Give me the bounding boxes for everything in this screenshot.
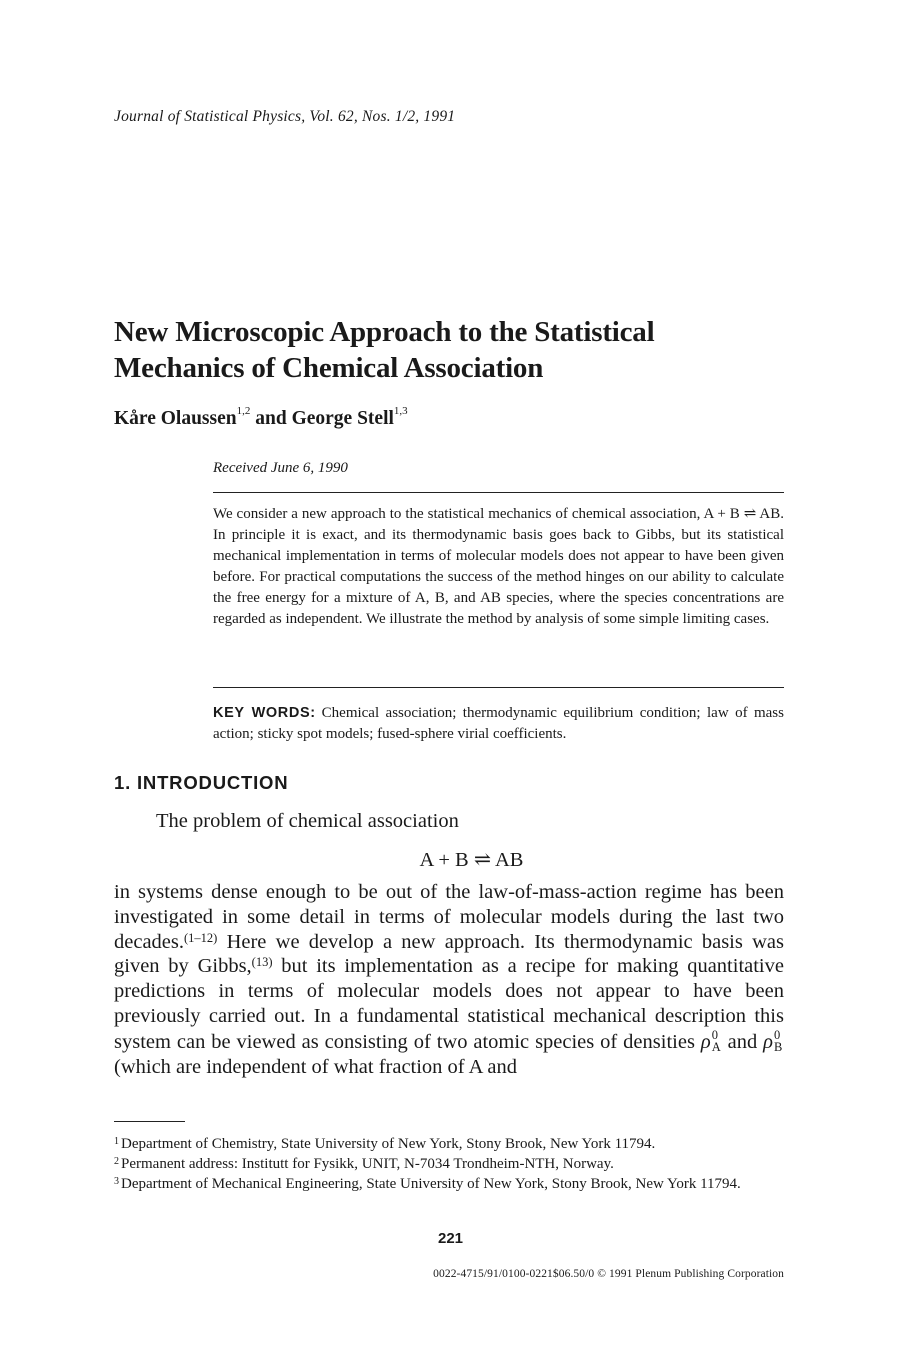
keywords xyxy=(213,703,784,745)
footnotes xyxy=(114,1134,784,1194)
footnote-text: Permanent address: Institutt for Fysikk, UNIT, N-7034 Trondheim-NTH, Norway. xyxy=(121,1156,614,1172)
footnote-mark: 1 xyxy=(114,1136,119,1147)
keywords-text: Chemical association; thermodynamic equilibrium condition; law of mass action; sticky spot models; fused-sphere virial coefficients. xyxy=(213,705,784,742)
title-line-2: Mechanics of Chemical Association xyxy=(114,352,544,384)
intro-first-line: The problem of chemical association xyxy=(156,810,459,832)
body-text: (which are independent of what fraction of A and xyxy=(114,1055,518,1078)
subscript-b: B xyxy=(774,1039,783,1054)
body-text: in systems dense enough to be out of the law-of-mass-action regime has been investigated in some detail in terms of molecular models during the last two decades. xyxy=(114,881,784,953)
density-indices-a xyxy=(712,1029,722,1053)
author-affiliation-mark: 1,2 xyxy=(236,405,251,417)
author-affiliation-mark: 1,3 xyxy=(393,405,408,417)
citation-ref: (1–12) xyxy=(184,930,218,945)
density-indices-b xyxy=(774,1029,784,1053)
abstract-text: We consider a new approach to the statistical mechanics of chemical association, A + B ⇌ AB. In principle it is exact, and its thermodynamic basis goes back to Gibbs, but its statistical mechanical implementation in terms of molecular models does not appear to have been given before. For practical computations the success of the method hinges on our ability to calculate the free energy for a mixture of A, B, and AB species, where the species concentrations are regarded as independent. We illustrate the method by analysis of some simple limiting cases. xyxy=(213,506,784,627)
author-name: George Stell xyxy=(291,408,394,429)
author-joiner: and xyxy=(255,408,287,429)
journal-citation: Journal of Statistical Physics, Vol. 62, Nos. 1/2, 1991 xyxy=(114,108,456,125)
footnote-mark: 3 xyxy=(114,1176,119,1187)
title-line-1: New Microscopic Approach to the Statistical xyxy=(114,316,655,348)
author-name: Kåre Olaussen xyxy=(114,408,237,429)
superscript-zero: 0 xyxy=(774,1027,781,1042)
body-paragraph xyxy=(114,880,784,1079)
footnote-mark: 2 xyxy=(114,1156,119,1167)
received-date: Received June 6, 1990 xyxy=(213,460,348,476)
body-text: and xyxy=(721,1030,764,1053)
footnote-text: Department of Chemistry, State University of New York, Stony Brook, New York 11794. xyxy=(121,1136,656,1152)
paper-title xyxy=(114,314,794,386)
section-number: 1. xyxy=(114,772,132,793)
section-title: INTRODUCTION xyxy=(136,772,289,793)
copyright-line: 0022-4715/91/0100-0221$06.50/0 © 1991 Plenum Publishing Corporation xyxy=(433,1268,784,1280)
citation-ref: (13) xyxy=(251,955,273,970)
footnote xyxy=(114,1174,784,1194)
keywords-label: KEY WORDS: xyxy=(213,705,316,721)
display-equation xyxy=(0,847,901,872)
section-heading xyxy=(114,772,288,794)
footnote-text: Department of Mechanical Engineering, State University of New York, Stony Brook, New York 11794. xyxy=(121,1176,741,1192)
body-text: Here we develop a new approach. Its thermodynamic basis was given by Gibbs, xyxy=(114,930,784,978)
rho-symbol: ρ xyxy=(763,1030,773,1053)
page-number: 221 xyxy=(437,1230,464,1247)
author-line xyxy=(114,405,408,430)
subscript-a: A xyxy=(711,1039,721,1054)
superscript-zero: 0 xyxy=(711,1027,718,1042)
abstract-bottom-rule xyxy=(213,687,784,688)
body-text: but its implementation as a recipe for making quantitative predictions in terms of molecular models does not appear to have been previously carried out. In a fundamental statistical mechanical description this system can be viewed as consisting of two atomic species of densities xyxy=(114,955,784,1053)
footnote-rule xyxy=(114,1121,185,1122)
rho-symbol: ρ xyxy=(700,1030,711,1053)
abstract-top-rule xyxy=(213,492,784,493)
footnote xyxy=(114,1154,784,1174)
footnote xyxy=(114,1134,784,1154)
equation-text: A + B ⇌ AB xyxy=(419,849,524,871)
